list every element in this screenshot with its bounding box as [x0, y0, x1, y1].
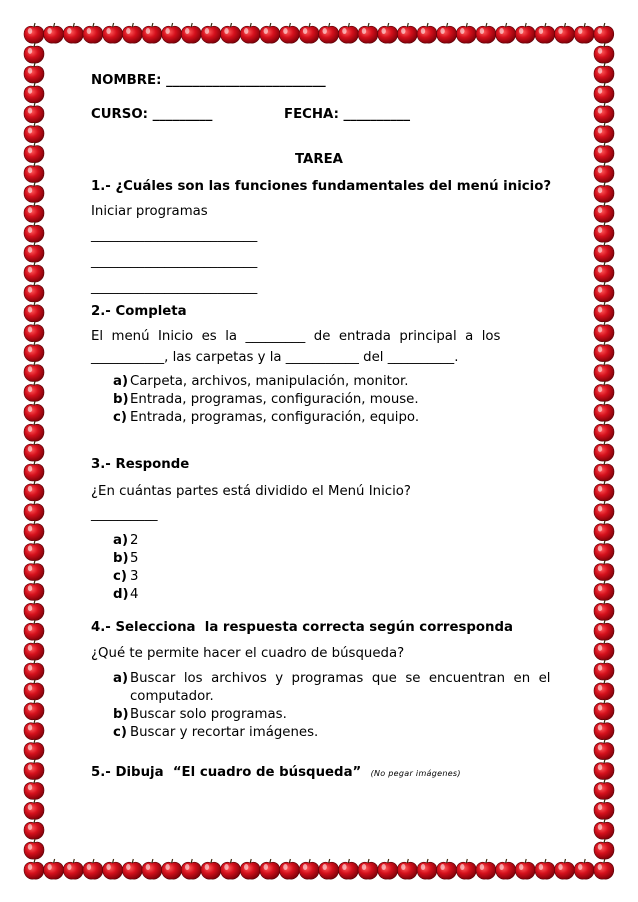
apple-icon	[24, 222, 44, 242]
page-title: TAREA	[295, 152, 343, 167]
q2-sentence: ___________, las carpetas y la ___________ del __________.	[91, 350, 459, 365]
apple-icon	[122, 23, 142, 43]
option-text: 3	[130, 569, 139, 584]
option-key: a)	[113, 671, 129, 686]
q4-option-c	[113, 724, 318, 742]
q5-note: (No pegar imágenes)	[370, 769, 461, 778]
option-text: Entrada, programas, configuración, mouse.	[130, 392, 419, 407]
apple-icon	[24, 401, 44, 421]
apple-icon	[24, 322, 44, 342]
apple-icon	[437, 23, 457, 43]
q3-prompt: ¿En cuántas partes está dividido el Menú Inicio?	[91, 484, 411, 499]
q4-prompt: ¿Qué te permite hacer el cuadro de búsqueda?	[91, 646, 405, 661]
apple-icon	[24, 63, 44, 83]
apple-icon	[260, 859, 280, 879]
apple-icon	[397, 859, 417, 879]
option-text: 5	[130, 551, 139, 566]
apple-icon	[319, 859, 339, 879]
apple-icon	[221, 859, 241, 879]
q2-option-a	[113, 373, 408, 391]
apple-icon	[24, 819, 44, 839]
q3-option-c	[113, 568, 138, 586]
apple-icon	[24, 640, 44, 660]
apple-icon	[63, 859, 83, 879]
apple-icon	[201, 23, 221, 43]
apple-icon	[594, 739, 614, 759]
apple-icon	[417, 23, 437, 43]
apple-icon	[24, 501, 44, 521]
q1-blank-line: _________________________	[91, 228, 258, 243]
apple-icon	[594, 142, 614, 162]
apple-icon	[378, 859, 398, 879]
option-key: d)	[113, 587, 129, 602]
apple-icon	[358, 859, 378, 879]
apple-icon	[358, 23, 378, 43]
apple-icon	[24, 262, 44, 282]
q3-option-a	[113, 532, 138, 550]
apple-icon	[24, 43, 44, 63]
apple-icon	[24, 799, 44, 819]
apple-icon	[63, 23, 83, 43]
apple-icon	[142, 23, 162, 43]
apple-icon	[44, 859, 64, 879]
q3-option-d	[113, 586, 138, 604]
q4-option-b	[113, 706, 287, 724]
apple-icon	[24, 123, 44, 143]
question-2: 2.- Completa	[91, 304, 187, 319]
apple-icon	[594, 620, 614, 640]
apple-icon	[24, 779, 44, 799]
apple-icon	[201, 859, 221, 879]
apple-icon	[24, 600, 44, 620]
option-key: b)	[113, 707, 129, 722]
q3-blank-line: __________	[91, 507, 158, 522]
apple-icon	[574, 859, 594, 879]
apple-icon	[594, 461, 614, 481]
q1-example-answer: Iniciar programas	[91, 204, 208, 219]
apple-icon	[594, 242, 614, 262]
apple-icon	[594, 521, 614, 541]
option-text: Buscar y recortar imágenes.	[130, 725, 319, 740]
q5-question-text: 5.- Dibuja “El cuadro de búsqueda”	[91, 765, 362, 780]
apple-icon	[594, 182, 614, 202]
apple-icon	[574, 23, 594, 43]
option-text: Buscar solo programas.	[130, 707, 287, 722]
apple-icon	[555, 23, 575, 43]
apple-icon	[338, 23, 358, 43]
apple-icon	[437, 859, 457, 879]
apple-icon	[594, 799, 614, 819]
apple-icon	[24, 162, 44, 182]
apple-icon	[181, 859, 201, 879]
apple-icon	[103, 859, 123, 879]
apple-icon	[594, 680, 614, 700]
apple-icon	[594, 361, 614, 381]
option-key: b)	[113, 392, 129, 407]
apple-icon	[594, 859, 614, 879]
apple-icon	[496, 23, 516, 43]
option-key: a)	[113, 533, 129, 548]
apple-icon	[162, 859, 182, 879]
apple-icon	[240, 23, 260, 43]
apple-icon	[24, 441, 44, 461]
apple-icon	[24, 680, 44, 700]
apple-icon	[594, 580, 614, 600]
apple-icon	[299, 23, 319, 43]
apple-icon	[594, 302, 614, 322]
apple-icon	[594, 481, 614, 501]
apple-icon	[24, 103, 44, 123]
apple-icon	[24, 242, 44, 262]
course-field: CURSO: _________	[91, 107, 213, 122]
option-text: 4	[130, 587, 139, 602]
apple-icon	[594, 421, 614, 441]
apple-icon	[83, 23, 103, 43]
apple-icon	[594, 83, 614, 103]
apple-icon	[476, 23, 496, 43]
apple-icon	[24, 202, 44, 222]
apple-icon	[594, 560, 614, 580]
apple-icon	[594, 103, 614, 123]
apple-icon	[515, 859, 535, 879]
question-3: 3.- Responde	[91, 457, 190, 472]
apple-icon	[83, 859, 103, 879]
option-text: 2	[130, 533, 139, 548]
apple-icon	[24, 739, 44, 759]
apple-icon	[515, 23, 535, 43]
apple-icon	[535, 23, 555, 43]
option-key: c)	[113, 725, 127, 740]
apple-icon	[594, 700, 614, 720]
option-key: c)	[113, 569, 127, 584]
apple-icon	[594, 282, 614, 302]
apple-icon	[594, 23, 614, 43]
apple-icon	[24, 620, 44, 640]
apple-icon	[594, 401, 614, 421]
apple-icon	[594, 759, 614, 779]
apple-icon	[24, 461, 44, 481]
apple-icon	[24, 302, 44, 322]
apple-icon	[594, 501, 614, 521]
apple-icon	[24, 540, 44, 560]
apple-icon	[279, 23, 299, 43]
apple-icon	[24, 720, 44, 740]
apple-icon	[594, 222, 614, 242]
apple-icon	[594, 441, 614, 461]
option-text: Entrada, programas, configuración, equipo.	[130, 410, 420, 425]
option-text: Carpeta, archivos, manipulación, monitor.	[130, 374, 409, 389]
apple-icon	[555, 859, 575, 879]
apple-icon	[594, 600, 614, 620]
date-field: FECHA: __________	[284, 107, 411, 122]
apple-icon	[24, 560, 44, 580]
apple-icon	[594, 43, 614, 63]
apple-icon	[594, 540, 614, 560]
apple-icon	[24, 759, 44, 779]
apple-icon	[24, 23, 44, 43]
question-5	[91, 764, 461, 783]
apple-icon	[476, 859, 496, 879]
apple-icon	[594, 381, 614, 401]
apple-icon	[594, 162, 614, 182]
apple-icon	[594, 341, 614, 361]
apple-icon	[319, 23, 339, 43]
apple-icon	[397, 23, 417, 43]
q2-option-b	[113, 391, 419, 409]
apple-icon	[142, 859, 162, 879]
apple-icon	[24, 839, 44, 859]
q1-blank-line: _________________________	[91, 280, 258, 295]
q2-sentence: El menú Inicio es la _________ de entrada principal a los	[91, 329, 501, 344]
apple-icon	[338, 859, 358, 879]
apple-icon	[24, 700, 44, 720]
apple-icon	[24, 580, 44, 600]
apple-icon	[594, 819, 614, 839]
question-1: 1.- ¿Cuáles son las funciones fundamentales del menú inicio?	[91, 179, 552, 194]
apple-icon	[496, 859, 516, 879]
apple-icon	[417, 859, 437, 879]
apple-icon	[279, 859, 299, 879]
apple-icon	[24, 282, 44, 302]
apple-icon	[24, 142, 44, 162]
q2-option-c	[113, 409, 419, 427]
apple-icon	[456, 859, 476, 879]
apple-icon	[24, 361, 44, 381]
apple-icon	[594, 720, 614, 740]
apple-icon	[378, 23, 398, 43]
apple-icon	[162, 23, 182, 43]
q1-blank-line: _________________________	[91, 254, 258, 269]
question-4: 4.- Selecciona la respuesta correcta según corresponda	[91, 620, 513, 635]
apple-icon	[594, 202, 614, 222]
q4-option-a-continued: computador.	[130, 689, 214, 704]
apple-icon	[594, 640, 614, 660]
apple-icon	[24, 182, 44, 202]
apple-icon	[24, 341, 44, 361]
apple-icon	[299, 859, 319, 879]
apple-icon	[456, 23, 476, 43]
option-key: b)	[113, 551, 129, 566]
apple-icon	[594, 63, 614, 83]
apple-icon	[260, 23, 280, 43]
option-key: c)	[113, 410, 127, 425]
apple-icon	[24, 660, 44, 680]
apple-icon	[594, 660, 614, 680]
apple-icon	[594, 123, 614, 143]
apple-icon	[594, 322, 614, 342]
apple-icon	[24, 83, 44, 103]
option-text: Buscar los archivos y programas que se encuentran en el	[130, 671, 551, 686]
apple-icon	[103, 23, 123, 43]
apple-icon	[594, 779, 614, 799]
apple-icon	[24, 521, 44, 541]
apple-icon	[594, 262, 614, 282]
apple-icon	[24, 859, 44, 879]
q4-option-a	[113, 670, 550, 688]
apple-icon	[24, 481, 44, 501]
apple-icon	[44, 23, 64, 43]
apple-icon	[535, 859, 555, 879]
name-field: NOMBRE: ________________________	[91, 73, 326, 88]
apple-icon	[594, 839, 614, 859]
apple-icon	[24, 421, 44, 441]
apple-icon	[221, 23, 241, 43]
apple-icon	[24, 381, 44, 401]
option-key: a)	[113, 374, 129, 389]
q3-option-b	[113, 550, 138, 568]
apple-icon	[240, 859, 260, 879]
apple-icon	[122, 859, 142, 879]
apple-icon	[181, 23, 201, 43]
